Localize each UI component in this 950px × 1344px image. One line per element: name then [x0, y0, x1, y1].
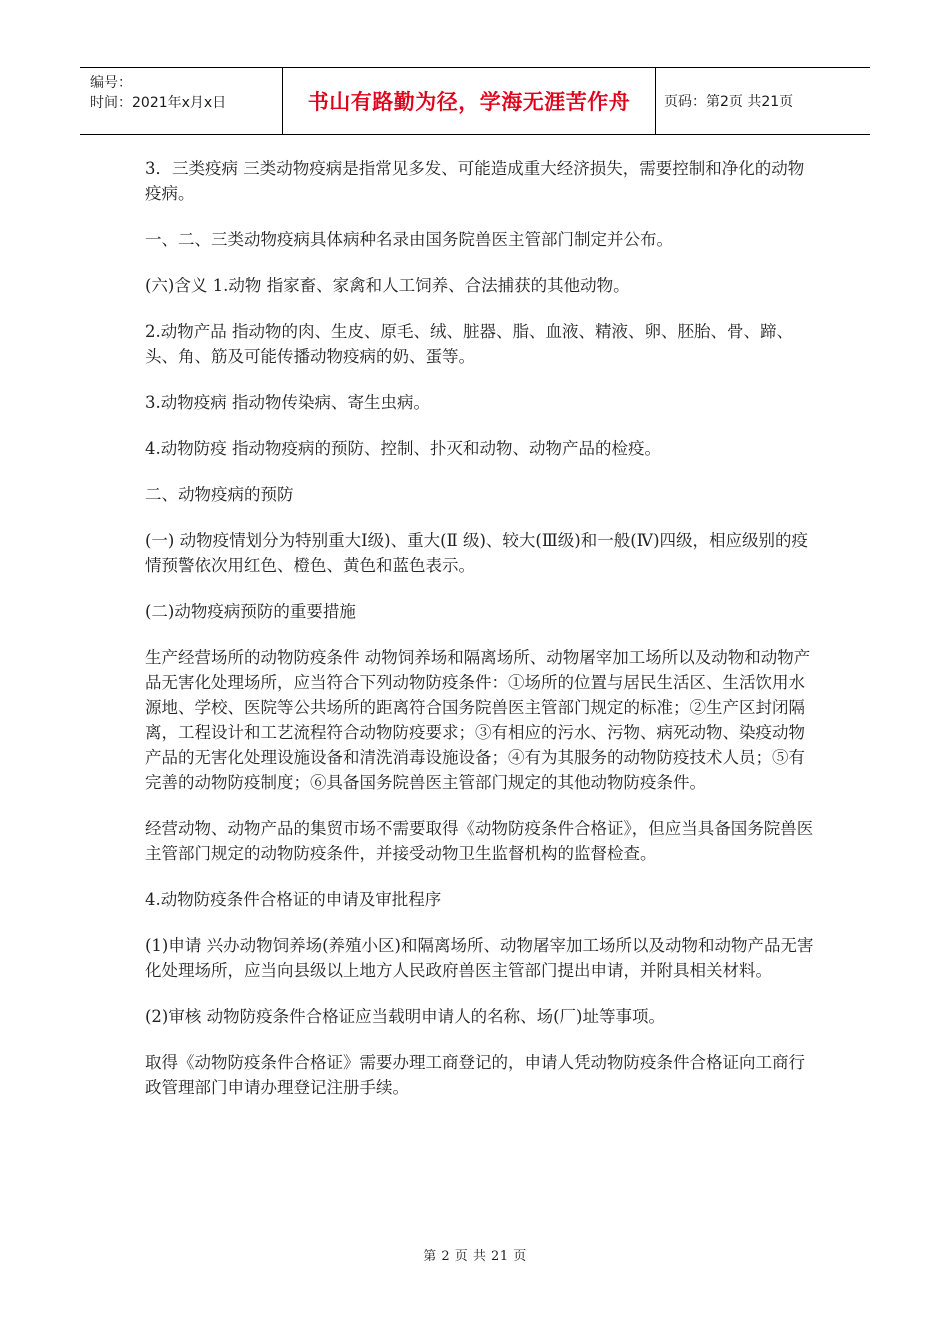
paragraph: 3．三类疫病 三类动物疫病是指常见多发、可能造成重大经济损失，需要控制和净化的动物疫病。	[145, 159, 805, 203]
paragraph: (2)审核 动物防疫条件合格证应当载明申请人的名称、场(厂)址等事项。	[145, 1007, 665, 1026]
paragraph: 一、二、三类动物疫病具体病种名录由国务院兽医主管部门制定并公布。	[145, 230, 673, 249]
section-heading: 二、动物疫病的预防	[145, 485, 294, 504]
paragraph: 取得《动物防疫条件合格证》需要办理工商登记的，申请人凭动物防疫条件合格证向工商行政管理部门申请办理登记注册手续。	[145, 1053, 805, 1097]
paragraph: (一) 动物疫情划分为特别重大Ⅰ级)、重大(Ⅱ 级)、较大(Ⅲ级)和一般(Ⅳ)四级，相应级别的疫情预警依次用红色、橙色、黄色和蓝色表示。	[145, 531, 809, 575]
header-meta	[80, 68, 282, 134]
paragraph: 生产经营场所的动物防疫条件 动物饲养场和隔离场所、动物屠宰加工场所以及动物和动物产品无害化处理场所，应当符合下列动物防疫条件：①场所的位置与居民生活区、生活饮用水源地、学校、医院等公共场所的距离符合国务院兽医主管部门规定的标准；②生产区封闭隔离，工程设计和工艺流程符合动物防疫要求；③有相应的污水、污物、病死动物、染疫动物产品的无害化处理设施设备和清洗消毒设施设备；④有为其服务的动物防疫技术人员；⑤有完善的动物防疫制度；⑥具备国务院兽医主管部门规定的其他动物防疫条件。	[145, 648, 811, 792]
document-body	[145, 156, 815, 1121]
page-header	[80, 67, 870, 135]
header-motto: 书山有路勤为径，学海无涯苦作舟	[282, 68, 656, 134]
paragraph: 3.动物疫病 指动物传染病、寄生虫病。	[145, 393, 430, 412]
document-number-label: 编号：	[90, 75, 132, 91]
subsection-heading: 4.动物防疫条件合格证的申请及审批程序	[145, 890, 442, 909]
subsection-heading: (二)动物疫病预防的重要措施	[145, 602, 356, 621]
paragraph: (1)申请 兴办动物饲养场(养殖小区)和隔离场所、动物屠宰加工场所以及动物和动物产品无害化处理场所，应当向县级以上地方人民政府兽医主管部门提出申请，并附具相关材料。	[145, 936, 814, 980]
paragraph: 4.动物防疫 指动物疫病的预防、控制、扑灭和动物、动物产品的检疫。	[145, 439, 661, 458]
paragraph: 2.动物产品 指动物的肉、生皮、原毛、绒、脏器、脂、血液、精液、卵、胚胎、骨、蹄、头、角、筋及可能传播动物疫病的奶、蛋等。	[145, 322, 793, 366]
page-footer: 第 2 页 共 21 页	[423, 1249, 527, 1264]
paragraph: (六)含义 1.动物 指家畜、家禽和人工饲养、合法捕获的其他动物。	[145, 276, 630, 295]
header-page-info: 页码：第2页 共21页	[664, 94, 794, 110]
paragraph: 经营动物、动物产品的集贸市场不需要取得《动物防疫条件合格证》，但应当具备国务院兽医主管部门规定的动物防疫条件，并接受动物卫生监督机构的监督检查。	[145, 819, 814, 863]
document-time-label: 时间：2021年x月x日	[90, 95, 227, 111]
